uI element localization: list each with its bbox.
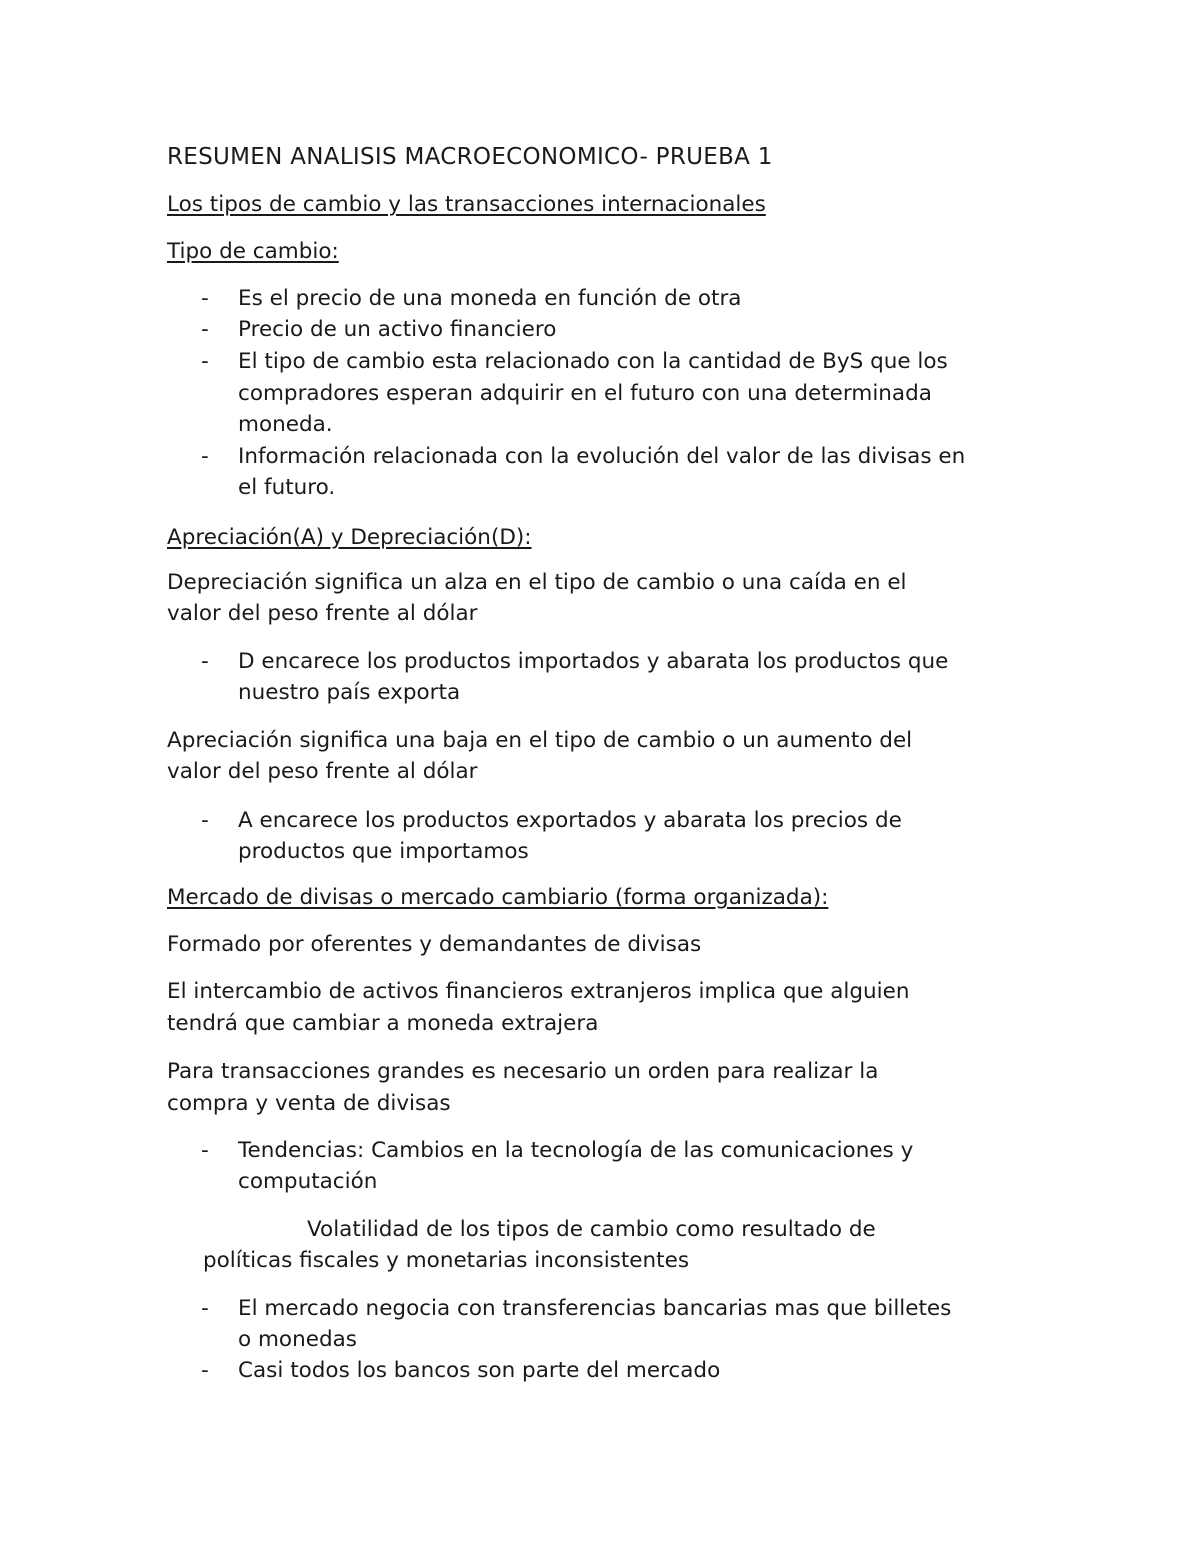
bullet-text: el futuro.: [238, 475, 336, 500]
bullet-text: nuestro país exporta: [238, 680, 461, 705]
bullet-text: Tendencias: Cambios en la tecnología de las comunicaciones y: [238, 1138, 914, 1163]
bullet-text: moneda.: [238, 412, 333, 437]
section-heading: Los tipos de cambio y las transacciones internacionales: [167, 192, 766, 217]
bullet-marker: -: [201, 649, 209, 674]
apr-paragraph: Apreciación significa una baja en el tipo de cambio o un aumento del: [167, 728, 913, 753]
apr-paragraph: valor del peso frente al dólar: [167, 759, 478, 784]
bullet-text: D encarece los productos importados y abarata los productos que: [238, 649, 949, 674]
volatilidad-text: políticas fiscales y monetarias inconsistentes: [203, 1248, 690, 1273]
bullet-text: Es el precio de una moneda en función de otra: [238, 286, 742, 311]
bullet-text: El tipo de cambio esta relacionado con la cantidad de ByS que los: [238, 349, 948, 374]
dep-paragraph: valor del peso frente al dólar: [167, 601, 478, 626]
bullet-text: compradores esperan adquirir en el futuro con una determinada: [238, 381, 932, 406]
mercado-paragraph: Formado por oferentes y demandantes de divisas: [167, 932, 702, 957]
document-title: RESUMEN ANALISIS MACROECONOMICO- PRUEBA 1: [167, 144, 773, 170]
bullet-text: computación: [238, 1169, 378, 1194]
mercado-paragraph: Para transacciones grandes es necesario un orden para realizar la: [167, 1059, 879, 1084]
bullet-text: Precio de un activo financiero: [238, 317, 557, 342]
bullet-marker: -: [201, 349, 209, 374]
mercado-paragraph: compra y venta de divisas: [167, 1091, 451, 1116]
bullet-marker: -: [201, 1138, 209, 1163]
bullet-marker: -: [201, 286, 209, 311]
bullet-marker: -: [201, 444, 209, 469]
mercado-heading: Mercado de divisas o mercado cambiario (forma organizada):: [167, 885, 829, 910]
bullet-text: Casi todos los bancos son parte del mercado: [238, 1358, 721, 1383]
bullet-text: A encarece los productos exportados y abarata los precios de: [238, 808, 902, 833]
bullet-marker: -: [201, 1296, 209, 1321]
bullet-text: Información relacionada con la evolución del valor de las divisas en: [238, 444, 966, 469]
bullet-text: El mercado negocia con transferencias bancarias mas que billetes: [238, 1296, 952, 1321]
tipo-heading: Tipo de cambio:: [167, 239, 339, 264]
mercado-paragraph: tendrá que cambiar a moneda extrajera: [167, 1011, 599, 1036]
bullet-text: o monedas: [238, 1327, 357, 1352]
dep-paragraph: Depreciación significa un alza en el tipo de cambio o una caída en el: [167, 570, 907, 595]
volatilidad-text: Volatilidad de los tipos de cambio como resultado de: [307, 1217, 876, 1242]
apdep-heading: Apreciación(A) y Depreciación(D):: [167, 525, 532, 550]
mercado-paragraph: El intercambio de activos financieros extranjeros implica que alguien: [167, 979, 910, 1004]
bullet-marker: -: [201, 1358, 209, 1383]
bullet-marker: -: [201, 808, 209, 833]
bullet-text: productos que importamos: [238, 839, 529, 864]
bullet-marker: -: [201, 317, 209, 342]
